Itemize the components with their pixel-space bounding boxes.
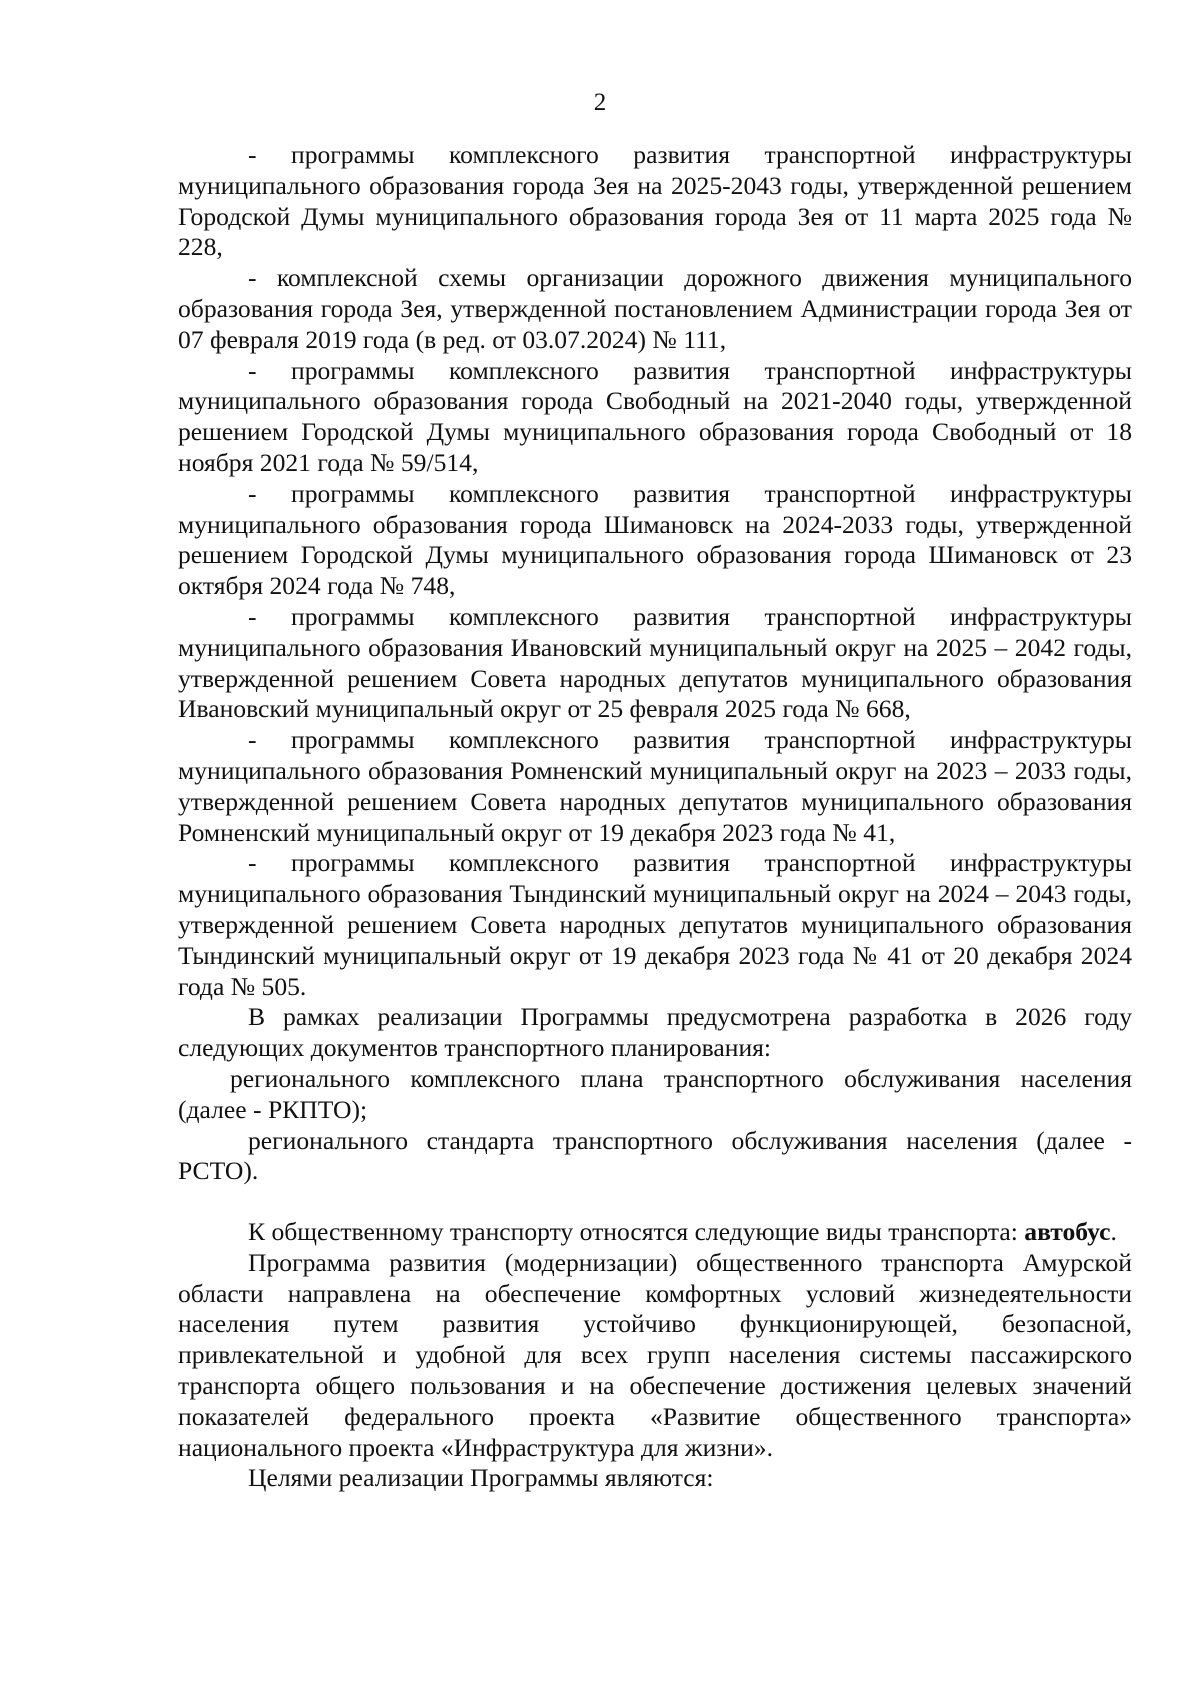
paragraph-zeya-transport-program: - программы комплексного развития транспортной инфраструктуры муниципального образования города Зея на 2025-2043 годы, утвержденной решением Городской Думы муниципального образования города Зея от 11 марта 2025 года № 228, — [178, 140, 1132, 262]
paragraph-rkpto: регионального комплексного плана транспортного обслуживания населения (далее - РКПТО); — [178, 1063, 1132, 1124]
paragraph-planning-documents-intro: В рамках реализации Программы предусмотрена разработка в 2026 году следующих документов транспортного планирования: — [178, 1002, 1132, 1063]
paragraph-shimanovsk-transport-program: - программы комплексного развития транспортной инфраструктуры муниципального образования города Шимановск на 2024-2033 годы, утвержденной решением Городской Думы муниципального образования города Шимановск от 23 октября 2024 года № 748, — [178, 478, 1132, 601]
paragraph-svobodny-transport-program: - программы комплексного развития транспортной инфраструктуры муниципального образования города Свободный на 2021-2040 годы, утвержденной решением Городской Думы муниципального образования города Свободный от 18 ноября 2021 года № 59/514, — [178, 355, 1132, 477]
paragraph-romnensky-transport-program: - программы комплексного развития транспортной инфраструктуры муниципального образования Ромненский муниципальный округ на 2023 – 2033 годы, утвержденной решением Совета народных депутатов муниципального образования Ромненский муниципальный округ от 19 декабря 2023 года № 41, — [178, 725, 1132, 847]
transport-types-end-mark: . — [1110, 1217, 1117, 1247]
paragraph-public-transport-types — [178, 1217, 1132, 1248]
paragraph-rsto: регионального стандарта транспортного обслуживания населения (далее - РСТО). — [178, 1125, 1132, 1186]
page-number: 2 — [593, 89, 607, 116]
transport-types-text: К общественному транспорту относятся следующие виды транспорта: — [248, 1217, 1018, 1247]
paragraph-ivanovsky-transport-program: - программы комплексного развития транспортной инфраструктуры муниципального образования Ивановский муниципальный округ на 2025 – 2042 годы, утвержденной решением Совета народных депутатов муниципального образования Ивановский муниципальный округ от 25 февраля 2025 года № 668, — [178, 601, 1132, 724]
document-body — [178, 140, 1132, 1494]
paragraph-tyndinsky-transport-program: - программы комплексного развития транспортной инфраструктуры муниципального образования Тындинский муниципальный округ на 2024 – 2043 годы, утвержденной решением Совета народных депутатов муниципального образования Тындинский муниципальный округ от 19 декабря 2023 года № 41 от 20 декабря 2024 года № 505. — [178, 848, 1132, 1001]
paragraph-program-purpose: Программа развития (модернизации) общественного транспорта Амурской области направлена на обеспечение комфортных условий жизнедеятельности населения путем развития устойчиво функционирующей, безопасной, привлекательной и удобной для всех групп населения системы пассажирского транспорта общего пользования и на обеспечение достижения целевых значений показателей федерального проекта «Развитие общественного транспорта» национального проекта «Инфраструктура для жизни». — [178, 1247, 1132, 1462]
transport-type-bus: автобус — [1024, 1217, 1111, 1247]
paragraph-program-goals-intro: Целями реализации Программы являются: — [248, 1463, 714, 1493]
paragraph-zeya-traffic-scheme: - комплексной схемы организации дорожного движения муниципального образования города Зея, утвержденной постановлением Администрации города Зея от 07 февраля 2019 года (в ред. от 03.07.2024) № 111, — [178, 263, 1132, 354]
